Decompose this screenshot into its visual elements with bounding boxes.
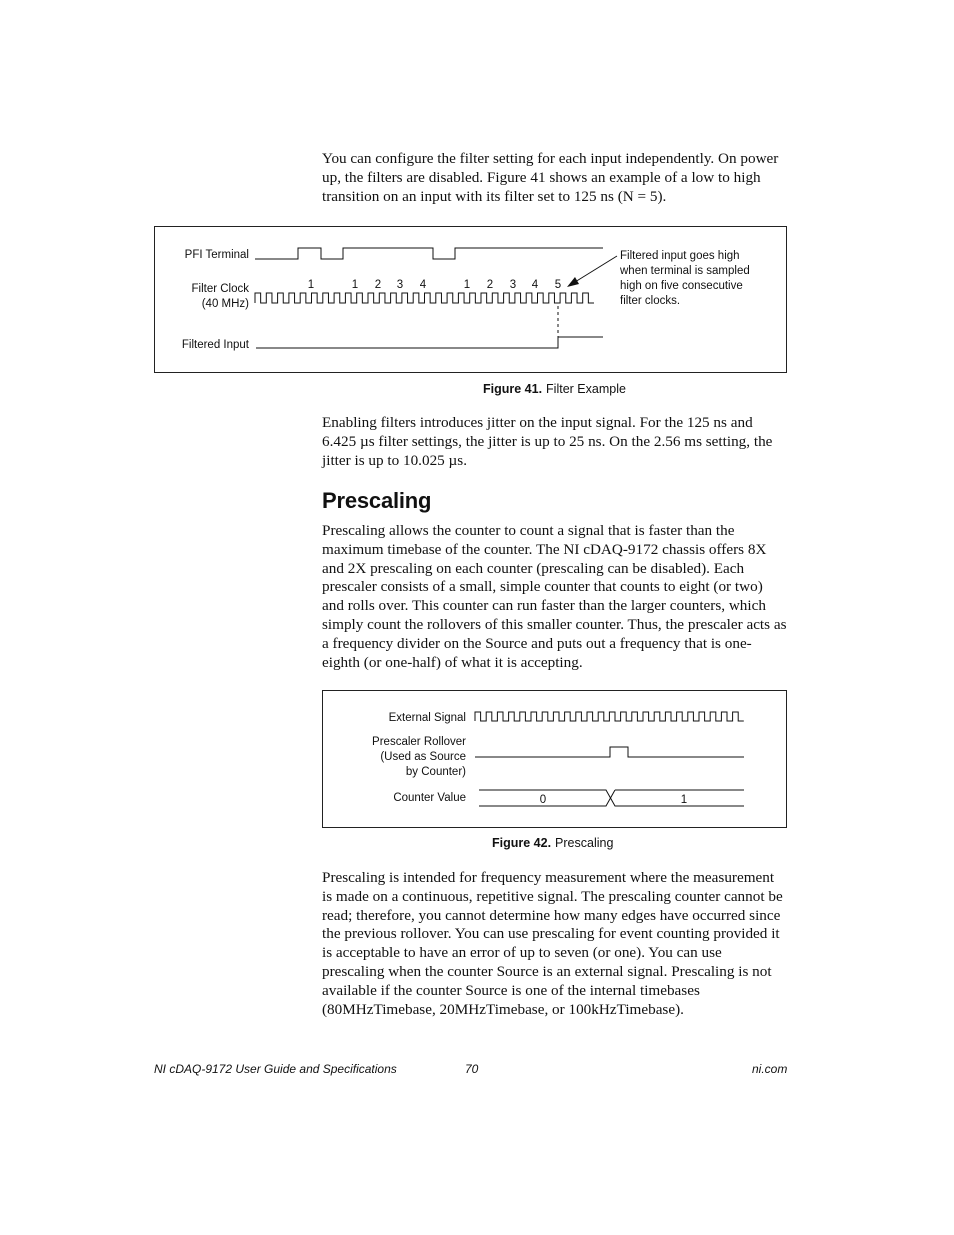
clock-count: 2 xyxy=(486,279,494,291)
usage-paragraph: Prescaling is intended for frequency measurement where the measurement is made on a continuous, repetitive signal. The prescaling counter cannot be read; therefore, you cannot determine how many edges have occurred since the previous rollover. You can use prescaling for event counting provided it is acceptable to have an error of up to seven (or one). You can use prescaling when the counter Source is an external signal. Prescaling is not available if the counter Source is one of the internal timebases (80MHzTimebase, 20MHzTimebase, or 100kHzTimebase). xyxy=(322,869,783,1018)
annotation-line: when terminal is sampled xyxy=(620,265,750,277)
clock-count: 1 xyxy=(351,279,359,291)
annotation-arrow xyxy=(575,256,617,282)
clock-count: 2 xyxy=(374,279,382,291)
filter-clock-label: Filter Clock xyxy=(191,283,249,295)
clock-count: 4 xyxy=(531,279,539,291)
counter-value: 0 xyxy=(539,794,547,806)
clock-count: 1 xyxy=(307,279,315,291)
figure-41-caption xyxy=(483,382,626,396)
clock-count: 3 xyxy=(396,279,404,291)
counter-value: 1 xyxy=(680,794,688,806)
counter-bus-bottom xyxy=(479,790,615,806)
figure-number: Figure 42. xyxy=(492,836,552,850)
jitter-paragraph: Enabling filters introduces jitter on the input signal. For the 125 ns and 6.425 µs filter settings, the jitter is up to 25 ns. On the 2.56 ms setting, the jitter is up to 10.025 µs. xyxy=(322,414,773,469)
pfi-terminal-label: PFI Terminal xyxy=(184,249,249,261)
figure-title: Prescaling xyxy=(555,836,614,850)
clock-count: 3 xyxy=(509,279,517,291)
clock-count: 5 xyxy=(554,279,562,291)
clock-count: 4 xyxy=(419,279,427,291)
external-signal-waveform xyxy=(475,712,744,721)
clock-count: 1 xyxy=(463,279,471,291)
page-number: 70 xyxy=(465,1062,479,1076)
prescaling-paragraph: Prescaling allows the counter to count a signal that is faster than the maximum timebase of the counter. The NI cDAQ-9172 chassis offers 8X and 2X prescaling on each counter (prescaling can be disabled). Each prescaler consists of a small, simple counter that counts to eight (or two) and rolls over. This counter can run faster than the larger counters, which simply count the rollovers of this smaller counter. Thus, the prescaler acts as a frequency divider on the Source and puts out a frequency that is one-eighth (or one-half) of what it is accepting. xyxy=(322,522,787,671)
intro-paragraph: You can configure the filter setting for each input independently. On power up, the filters are disabled. Figure 41 shows an example of a low to high transition on an input with its filter set to 125 ns (N = 5). xyxy=(322,150,779,205)
footer-title: NI cDAQ-9172 User Guide and Specifications xyxy=(154,1062,397,1076)
filter-clock-rate-label: (40 MHz) xyxy=(201,298,249,310)
section-heading: Prescaling xyxy=(322,488,432,513)
counter-bus-top xyxy=(479,790,619,806)
figure-title: Filter Example xyxy=(546,382,626,396)
figure-41-diagram xyxy=(154,226,787,373)
external-signal-label: External Signal xyxy=(388,712,466,724)
figure-42-diagram xyxy=(322,690,787,828)
annotation-line: Filtered input goes high xyxy=(620,250,740,262)
filter-timing-diagram xyxy=(155,227,786,372)
annotation-line: high on five consecutive xyxy=(620,280,743,292)
figure-42-caption xyxy=(492,836,613,850)
footer-site: ni.com xyxy=(752,1062,788,1076)
filter-clock-waveform xyxy=(255,293,594,303)
rollover-label: by Counter) xyxy=(405,766,466,778)
rollover-label: Prescaler Rollover xyxy=(372,736,466,748)
counter-value-label: Counter Value xyxy=(393,792,466,804)
annotation-line: filter clocks. xyxy=(620,295,681,307)
figure-number: Figure 41. xyxy=(483,382,543,396)
clock-count-labels xyxy=(308,279,561,291)
arrowhead-icon xyxy=(567,277,579,287)
prescaling-timing-diagram xyxy=(323,691,786,827)
pfi-terminal-waveform xyxy=(255,248,603,259)
prescaler-rollover-waveform xyxy=(475,747,744,757)
rollover-label: (Used as Source xyxy=(380,751,466,763)
filtered-input-label: Filtered Input xyxy=(181,339,249,351)
filtered-input-waveform xyxy=(256,337,603,348)
